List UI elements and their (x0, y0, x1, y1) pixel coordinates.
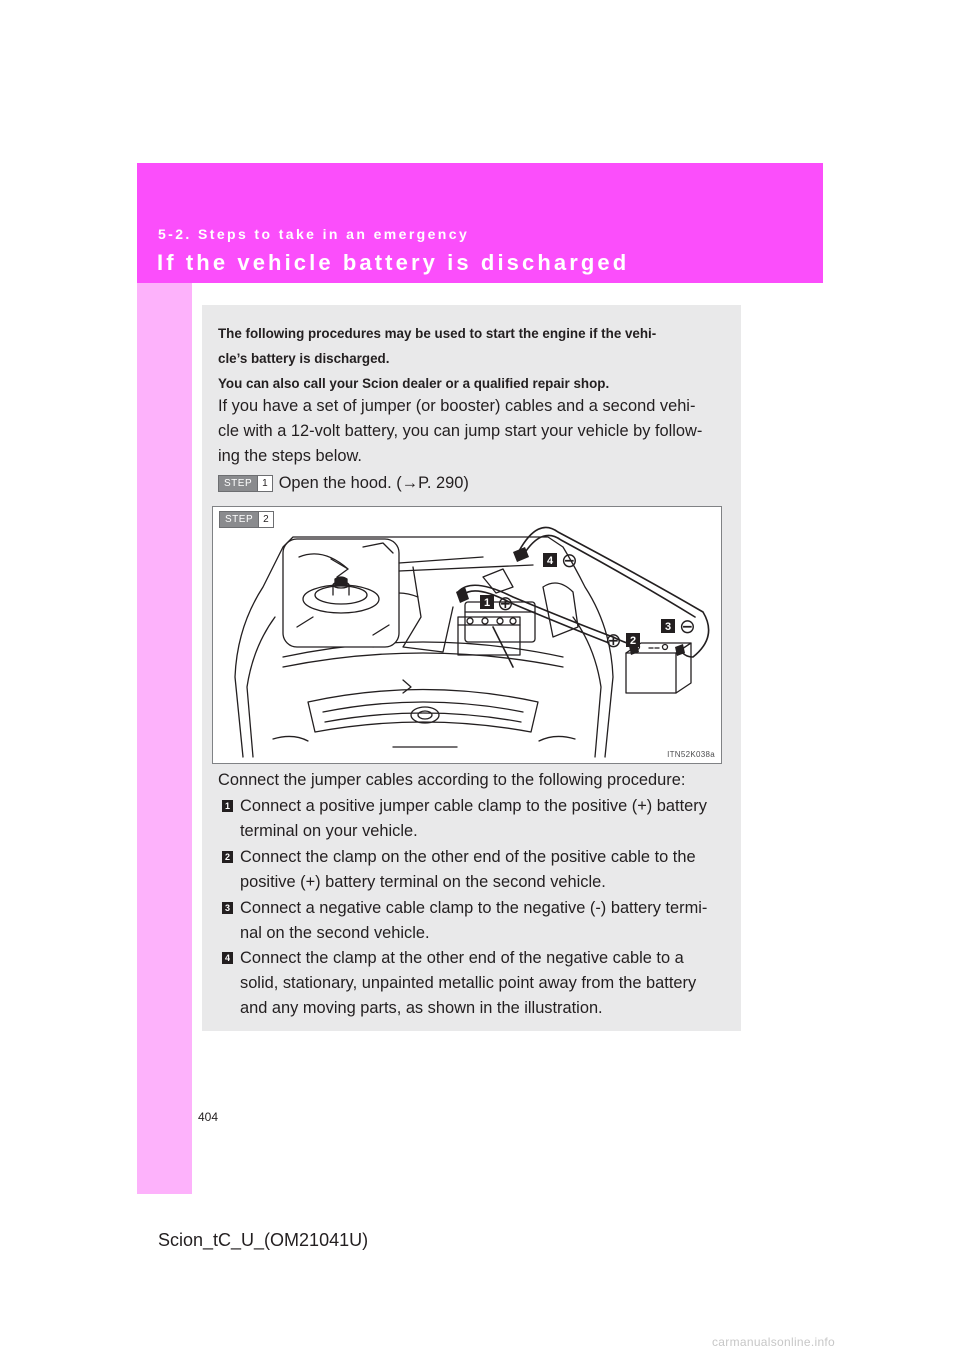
procedure-intro (218, 768, 728, 793)
step-badge-number: 2 (258, 512, 273, 527)
side-tab-strip (137, 163, 192, 1194)
procedure-marker: 1 (222, 800, 233, 812)
step-badge-word: STEP (219, 476, 257, 491)
car-engine-bay-drawing (213, 507, 723, 765)
illustration-code: ITN52K038a (667, 750, 715, 759)
procedure-item (222, 845, 722, 895)
paragraph-line: cle with a 12-volt battery, you can jump start your vehicle by follow- (218, 422, 703, 440)
procedure-line: Connect the clamp on the other end of the positive cable to the (240, 848, 696, 866)
procedure-item (222, 896, 722, 946)
step-badge-word: STEP (220, 512, 258, 527)
watermark: carmanualsonline.info (712, 1335, 836, 1349)
procedure-line: and any moving parts, as shown in the illustration. (240, 999, 603, 1017)
procedure-intro-line: Connect the jumper cables according to the following procedure: (218, 771, 686, 789)
paragraph-line: ing the steps below. (218, 447, 362, 465)
procedure-line: terminal on your vehicle. (240, 822, 418, 840)
procedure-item (222, 946, 722, 1021)
callout-4: 4 (546, 555, 554, 567)
procedure-marker: 4 (222, 952, 233, 964)
page-heading: If the vehicle battery is discharged (157, 250, 630, 275)
step-badge (219, 511, 274, 528)
procedure-marker: 2 (222, 851, 233, 863)
negative-symbol: ⊖ (561, 548, 578, 572)
intro-line: You can also call your Scion dealer or a qualified repair shop. (218, 376, 610, 391)
jump-start-illustration (212, 506, 722, 764)
negative-symbol: ⊖ (679, 614, 696, 638)
document-code: Scion_tC_U_(OM21041U) (158, 1230, 369, 1250)
callout-3: 3 (664, 621, 672, 633)
procedure-marker: 3 (222, 902, 233, 914)
intro-line: The following procedures may be used to start the engine if the vehi- (218, 326, 657, 341)
callout-1: 1 (483, 597, 491, 609)
paragraph-line: If you have a set of jumper (or booster) cables and a second vehi- (218, 397, 696, 415)
procedure-line: Connect a negative cable clamp to the negative (-) battery termi- (240, 899, 708, 917)
positive-symbol: ⊕ (497, 591, 514, 615)
procedure-line: Connect the clamp at the other end of the negative cable to a (240, 949, 684, 967)
procedure-line: positive (+) battery terminal on the second vehicle. (240, 873, 606, 891)
callout-2: 2 (629, 635, 637, 647)
procedure-line: nal on the second vehicle. (240, 924, 430, 942)
procedure-line: solid, stationary, unpainted metallic point away from the battery (240, 974, 697, 992)
jump-start-paragraph (218, 394, 728, 469)
section-label: 5-2. Steps to take in an emergency (158, 226, 470, 242)
step-1-text: Open the hood. (→P. 290) (278, 474, 469, 492)
intro-line: cle’s battery is discharged. (218, 351, 390, 366)
positive-symbol: ⊕ (605, 628, 622, 652)
procedure-item (222, 794, 722, 844)
procedure-line: Connect a positive jumper cable clamp to the positive (+) battery (240, 797, 707, 815)
page-number: 404 (198, 1110, 219, 1124)
intro-note (218, 321, 728, 396)
step-badge-number: 1 (257, 476, 272, 491)
step-badge (218, 475, 273, 492)
step-1 (218, 474, 469, 493)
